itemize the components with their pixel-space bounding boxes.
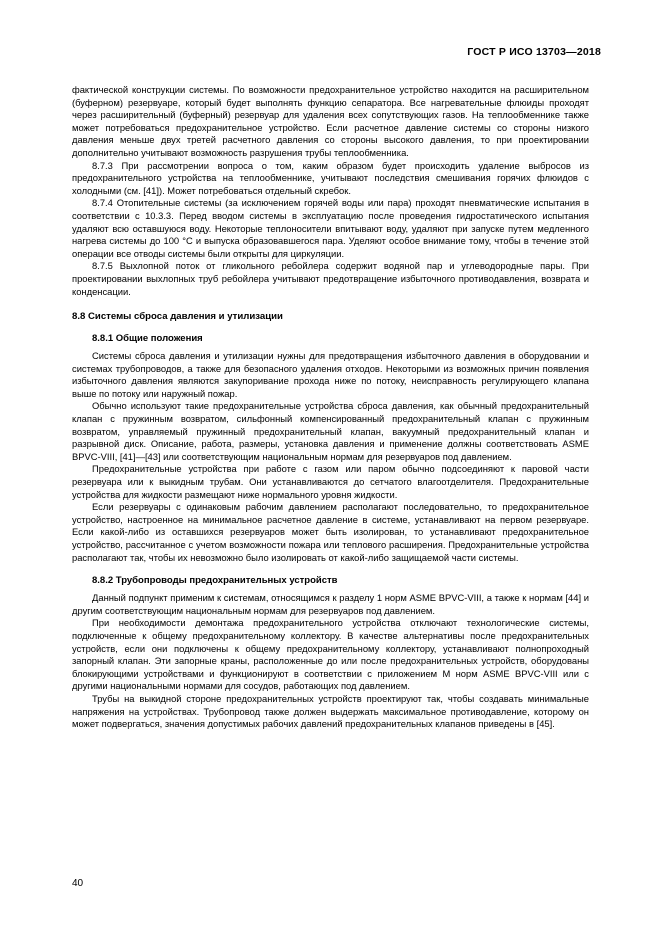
- page-number: 40: [72, 878, 84, 889]
- paragraph: Данный подпункт применим к системам, относящимся к разделу 1 норм ASME BPVC-VIII, а также к нормам [44] и другим соответствующим национальным нормам для резервуаров под давлением.: [72, 592, 589, 616]
- document-body: [72, 84, 589, 731]
- paragraph: Предохранительные устройства при работе с газом или паром обычно подсоединяют к паровой части резервуара или к выкидным трубам. Они устанавливаются до сетчатого влагоотделителя. Предохранительные устройства для жидкости размещают ниже нормального уровня жидкости.: [72, 463, 589, 500]
- document-header: ГОСТ Р ИСО 13703—2018: [467, 46, 601, 58]
- paragraph: При необходимости демонтажа предохранительного устройства отключают технологические системы, подключенные к общему предохранительному коллектору. В качестве альтернативы после предохранительных устройств, если они подключены к общему предохранительному коллектору, устанавливают полнопроходный запорный клапан. Эти запорные краны, расположенные до или после предохранительных устройств, оборудованы блокирующими устройствами и функционируют в соответствии с приложением М норм ASME BPVC-VIII или с другими национальными нормами для сосудов, работающих под давлением.: [72, 617, 589, 692]
- paragraph: 8.7.5 Выхлопной поток от гликольного ребойлера содержит водяной пар и углеводородные пары. При проектировании выхлопных труб ребойлера учитывают предотвращение избыточного противодавления, возврата и конденсации.: [72, 260, 589, 297]
- paragraph: 8.7.4 Отопительные системы (за исключением горячей воды или пара) проходят пневматические испытания в соответствии с 10.3.3. Перед вводом системы в эксплуатацию после проведения гидростатического испытания удаляют всю оставшуюся воду. Некоторые теплоносители впитывают воду, удаляют при запуске путем медленного нагрева системы до 100 °С и выпуска образовавшегося пара. Уделяют особое внимание тому, чтобы в течение этой операции все отводы системы были открыты для циркуляции.: [72, 197, 589, 259]
- section-heading: 8.8 Системы сброса давления и утилизации: [72, 311, 283, 323]
- subsection-heading: 8.8.2 Трубопроводы предохранительных устройств: [92, 575, 338, 587]
- paragraph: Обычно используют такие предохранительные устройства сброса давления, как обычный предохранительный клапан с пружинным возвратом, сильфонный компенсированный предохранительный клапан с пружинным возвратом, управляемый пружинный предохранительный клапан, вакуумный предохранительный клапан и разрывной диск. Описание, работа, размеры, установка давления и применение должны соответствовать ASME BPVC-VIII, [41]—[43] или соответствующим национальным нормам для резервуаров под давлением.: [72, 400, 589, 462]
- paragraph: Трубы на выкидной стороне предохранительных устройств проектируют так, чтобы создавать минимальные напряжения на устройствах. Трубопровод также должен выдержать максимальное противодавление, которому он может подвергаться, значения допустимых рабочих давлений предохранительных клапанов приведены в [45].: [72, 692, 589, 730]
- paragraph: фактической конструкции системы. По возможности предохранительное устройство находится на расширительном (буферном) резервуаре, который будет выполнять функцию сепаратора. Все нагревательные флюиды проходят через расширительный (буферный) резервуар для удаления всех сопутствующих газов. На теплообменнике также может потребоваться предохранительное устройство. Если расчетное давление системы со стороны низкого давления меньше двух третей расчетного давления со стороны высокого давления, то при проектировании дополнительно учитывают возможность разрушения трубы теплообменника.: [72, 84, 589, 158]
- paragraph: 8.7.3 При рассмотрении вопроса о том, каким образом будет происходить удаление выбросов из предохранительного устройства на теплообменнике, учитывают последствия смешивания горячих флюидов с холодными (см. [41]). Может потребоваться отдельный скребок.: [72, 159, 589, 196]
- paragraph: Системы сброса давления и утилизации нужны для предотвращения избыточного давления в оборудовании и системах трубопроводов, а также для безопасного удаления отходов. Некоторыми из возможных причин появления избыточного давления являются закупоривание прохода ниже по потоку, неисправность регулирующего клапана выше по потоку или наружный пожар.: [72, 350, 589, 399]
- subsection-heading: 8.8.1 Общие положения: [92, 333, 203, 345]
- paragraph: Если резервуары с одинаковым рабочим давлением располагают последовательно, то предохранительное устройство, настроенное на минимальное расчетное давление в системе, устанавливают на первом резервуаре. Если какой-либо из оставшихся резервуаров может быть изолирован, то устанавливают предохранительное устройство, рассчитанное с учетом возможности пожара или теплового расширения. Предохранительные устройства располагают так, чтобы их невозможно было изолировать от какой-либо защищаемой части системы.: [72, 501, 589, 563]
